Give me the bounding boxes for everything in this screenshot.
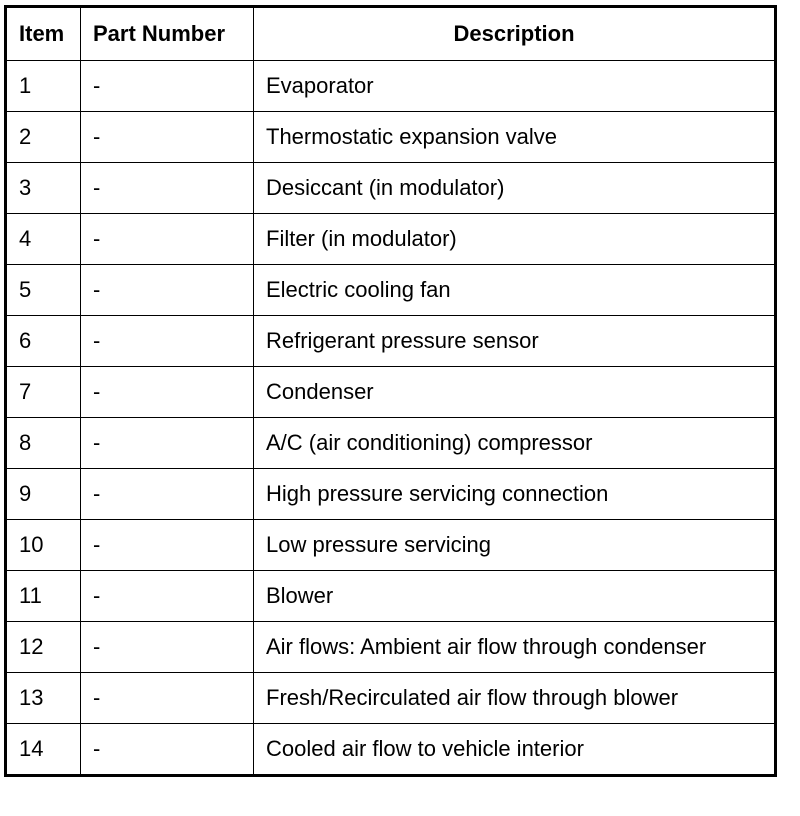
table-row [6,469,776,520]
cell-description: Condenser [254,367,776,418]
cell-description: Refrigerant pressure sensor [254,316,776,367]
cell-description: Thermostatic expansion valve [254,112,776,163]
cell-part-number: - [81,673,254,724]
cell-item: 11 [6,571,81,622]
table-row [6,316,776,367]
cell-item: 8 [6,418,81,469]
cell-item: 12 [6,622,81,673]
cell-item: 13 [6,673,81,724]
table-row [6,265,776,316]
header-part-number: Part Number [81,7,254,61]
cell-part-number: - [81,418,254,469]
cell-item: 9 [6,469,81,520]
table-row [6,367,776,418]
cell-part-number: - [81,724,254,776]
cell-description: Air flows: Ambient air flow through condenser [254,622,776,673]
cell-description: A/C (air conditioning) compressor [254,418,776,469]
cell-description: Low pressure servicing [254,520,776,571]
header-item: Item [6,7,81,61]
cell-part-number: - [81,61,254,112]
table-row [6,163,776,214]
table-row [6,520,776,571]
table-row [6,571,776,622]
table-header [6,7,776,61]
cell-item: 7 [6,367,81,418]
cell-description: Cooled air flow to vehicle interior [254,724,776,776]
cell-part-number: - [81,163,254,214]
cell-description: Desiccant (in modulator) [254,163,776,214]
cell-item: 4 [6,214,81,265]
cell-description: Filter (in modulator) [254,214,776,265]
table-row [6,622,776,673]
cell-part-number: - [81,112,254,163]
cell-part-number: - [81,469,254,520]
cell-description: Evaporator [254,61,776,112]
table-row [6,724,776,776]
cell-item: 10 [6,520,81,571]
cell-part-number: - [81,265,254,316]
header-row [6,7,776,61]
cell-part-number: - [81,622,254,673]
cell-description: High pressure servicing connection [254,469,776,520]
cell-item: 5 [6,265,81,316]
cell-description: Fresh/Recirculated air flow through blower [254,673,776,724]
cell-description: Electric cooling fan [254,265,776,316]
table-row [6,61,776,112]
table-row [6,418,776,469]
cell-item: 14 [6,724,81,776]
parts-table [4,5,777,777]
cell-item: 2 [6,112,81,163]
cell-part-number: - [81,214,254,265]
cell-description: Blower [254,571,776,622]
cell-item: 1 [6,61,81,112]
header-description: Description [254,7,776,61]
cell-item: 3 [6,163,81,214]
cell-part-number: - [81,367,254,418]
table-body [6,61,776,776]
table-row [6,214,776,265]
table-row [6,673,776,724]
cell-item: 6 [6,316,81,367]
cell-part-number: - [81,520,254,571]
table-row [6,112,776,163]
cell-part-number: - [81,316,254,367]
cell-part-number: - [81,571,254,622]
